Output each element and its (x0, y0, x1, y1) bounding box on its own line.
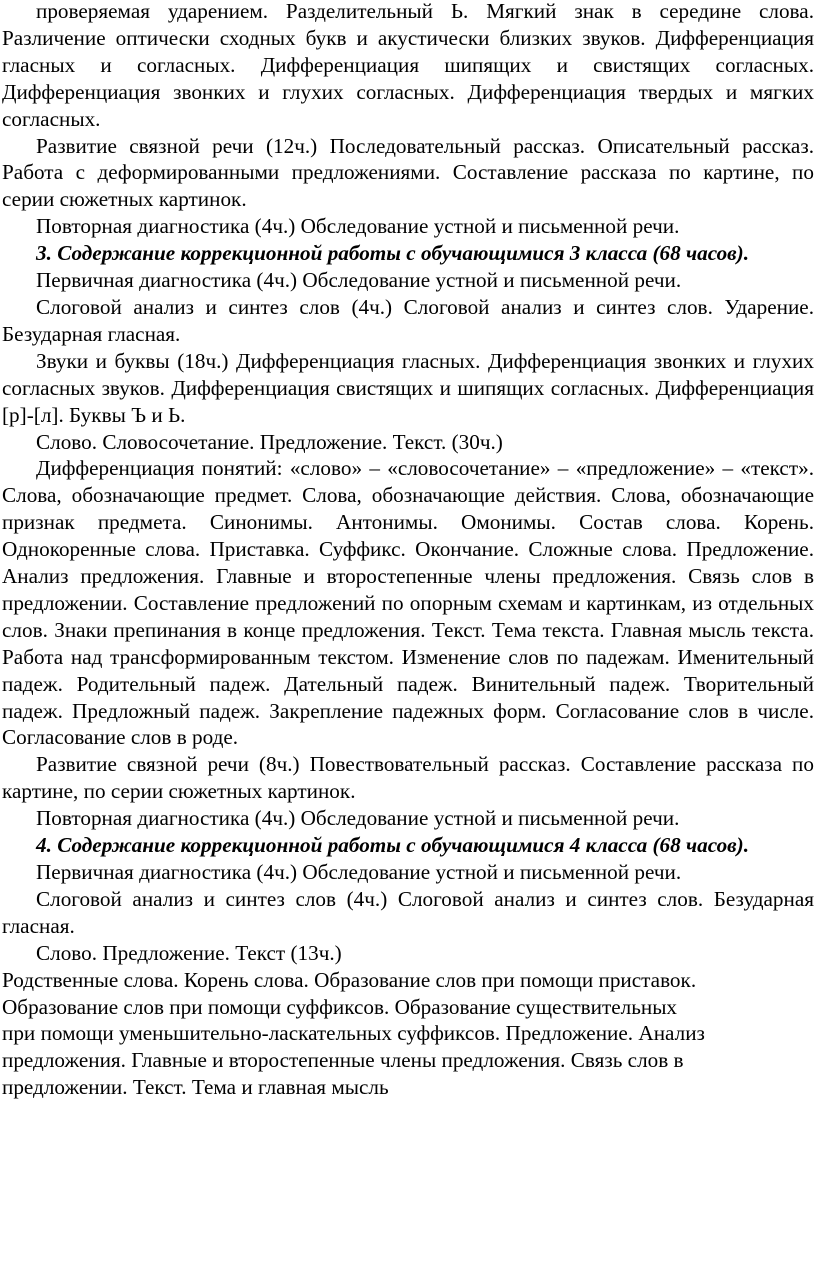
paragraph-sounds-letters-3: Звуки и буквы (18ч.) Дифференциация гласных. Дифференциация звонких и глухих согласных звуков. Дифференциация свистящих и шипящих согласных. Дифференциация [р]-[л]. Буквы Ъ и Ь. (2, 348, 814, 427)
paragraph-repeat-diagnostics-2: Повторная диагностика (4ч.) Обследование устной и письменной речи. (36, 214, 680, 239)
paragraph-primary-diagnostics-4: Первичная диагностика (4ч.) Обследование устной и письменной речи. (36, 860, 682, 884)
paragraph-word-sentence-text-4: Слово. Предложение. Текст (13ч.) (36, 940, 342, 965)
paragraph-concepts-3: Дифференциация понятий: «слово» – «словосочетание» – «предложение» – «текст». Слова, обозначающие предмет. Слова, обозначающие действия. Слова, обозначающие признак предмета. Синонимы. Антонимы. Омонимы. Состав слова. Корень. Однокоренные слова. Приставка. Суффикс. Окончание. Сложные слова. Предложение. Анализ предложения. Главные и второстепенные члены предложения. Связь слов в предложении. Составление предложений по опорным схемам и картинкам, из отдельных слов. Знаки препинания в конце предложения. Текст. Тема текста. Главная мысль текста. Работа над трансформированным текстом. Изменение слов по падежам. Именительный падеж. Родительный падеж. Дательный падеж. Винительный падеж. Творительный падеж. Предложный падеж. Закрепление падежных форм. Согласование слов в числе. Согласование слов в роде. (2, 456, 814, 750)
paragraph-speech-development-3: Развитие связной речи (8ч.) Повествовательный рассказ. Составление рассказа по картине, по серии сюжетных картинок. (2, 752, 814, 804)
paragraph-syllable-analysis-4: Слоговой анализ и синтез слов (4ч.) Слоговой анализ и синтез слов. Безударная гласная. (2, 886, 814, 938)
paragraph-continuation: проверяемая ударением. Разделительный Ь. Мягкий знак в середине слова. Различение оптически сходных букв и акустически близких звуков. Дифференциация гласных и согласных. Дифференциация шипящих и свистящих согласных. Дифференциация звонких и глухих согласных. Дифференциация твердых и мягких согласных. (2, 0, 814, 131)
final-line: Родственные слова. Корень слова. Образование слов при помощи приставок. (2, 967, 697, 992)
final-line: при помощи уменьшительно-ласкательных суффиксов. Предложение. Анализ (2, 1021, 705, 1046)
section-heading-grade-3: 3. Содержание коррекционной работы с обучающимися 3 класса (68 часов). (36, 241, 749, 266)
paragraph-repeat-diagnostics-3: Повторная диагностика (4ч.) Обследование устной и письменной речи. (36, 806, 680, 831)
final-line: Образование слов при помощи суффиксов. Образование существительных (2, 994, 678, 1019)
final-line: предложении. Текст. Тема и главная мысль (2, 1075, 389, 1100)
section-heading-grade-4: 4. Содержание коррекционной работы с обучающимися 4 класса (68 часов). (36, 833, 749, 858)
paragraph-syllable-analysis-3: Слоговой анализ и синтез слов (4ч.) Слоговой анализ и синтез слов. Ударение. Безударная гласная. (2, 294, 814, 346)
paragraph-speech-development-2: Развитие связной речи (12ч.) Последовательный рассказ. Описательный рассказ. Работа с деформированными предложениями. Составление рассказа по картине, по серии сюжетных картинок. (2, 133, 814, 212)
paragraph-primary-diagnostics-3: Первичная диагностика (4ч.) Обследование устной и письменной речи. (36, 268, 682, 293)
paragraph-final-block (2, 967, 814, 1102)
paragraph-word-sentence-text-3: Слово. Словосочетание. Предложение. Текст. (30ч.) (36, 429, 503, 454)
final-line: предложения. Главные и второстепенные члены предложения. Связь слов в (2, 1048, 684, 1073)
